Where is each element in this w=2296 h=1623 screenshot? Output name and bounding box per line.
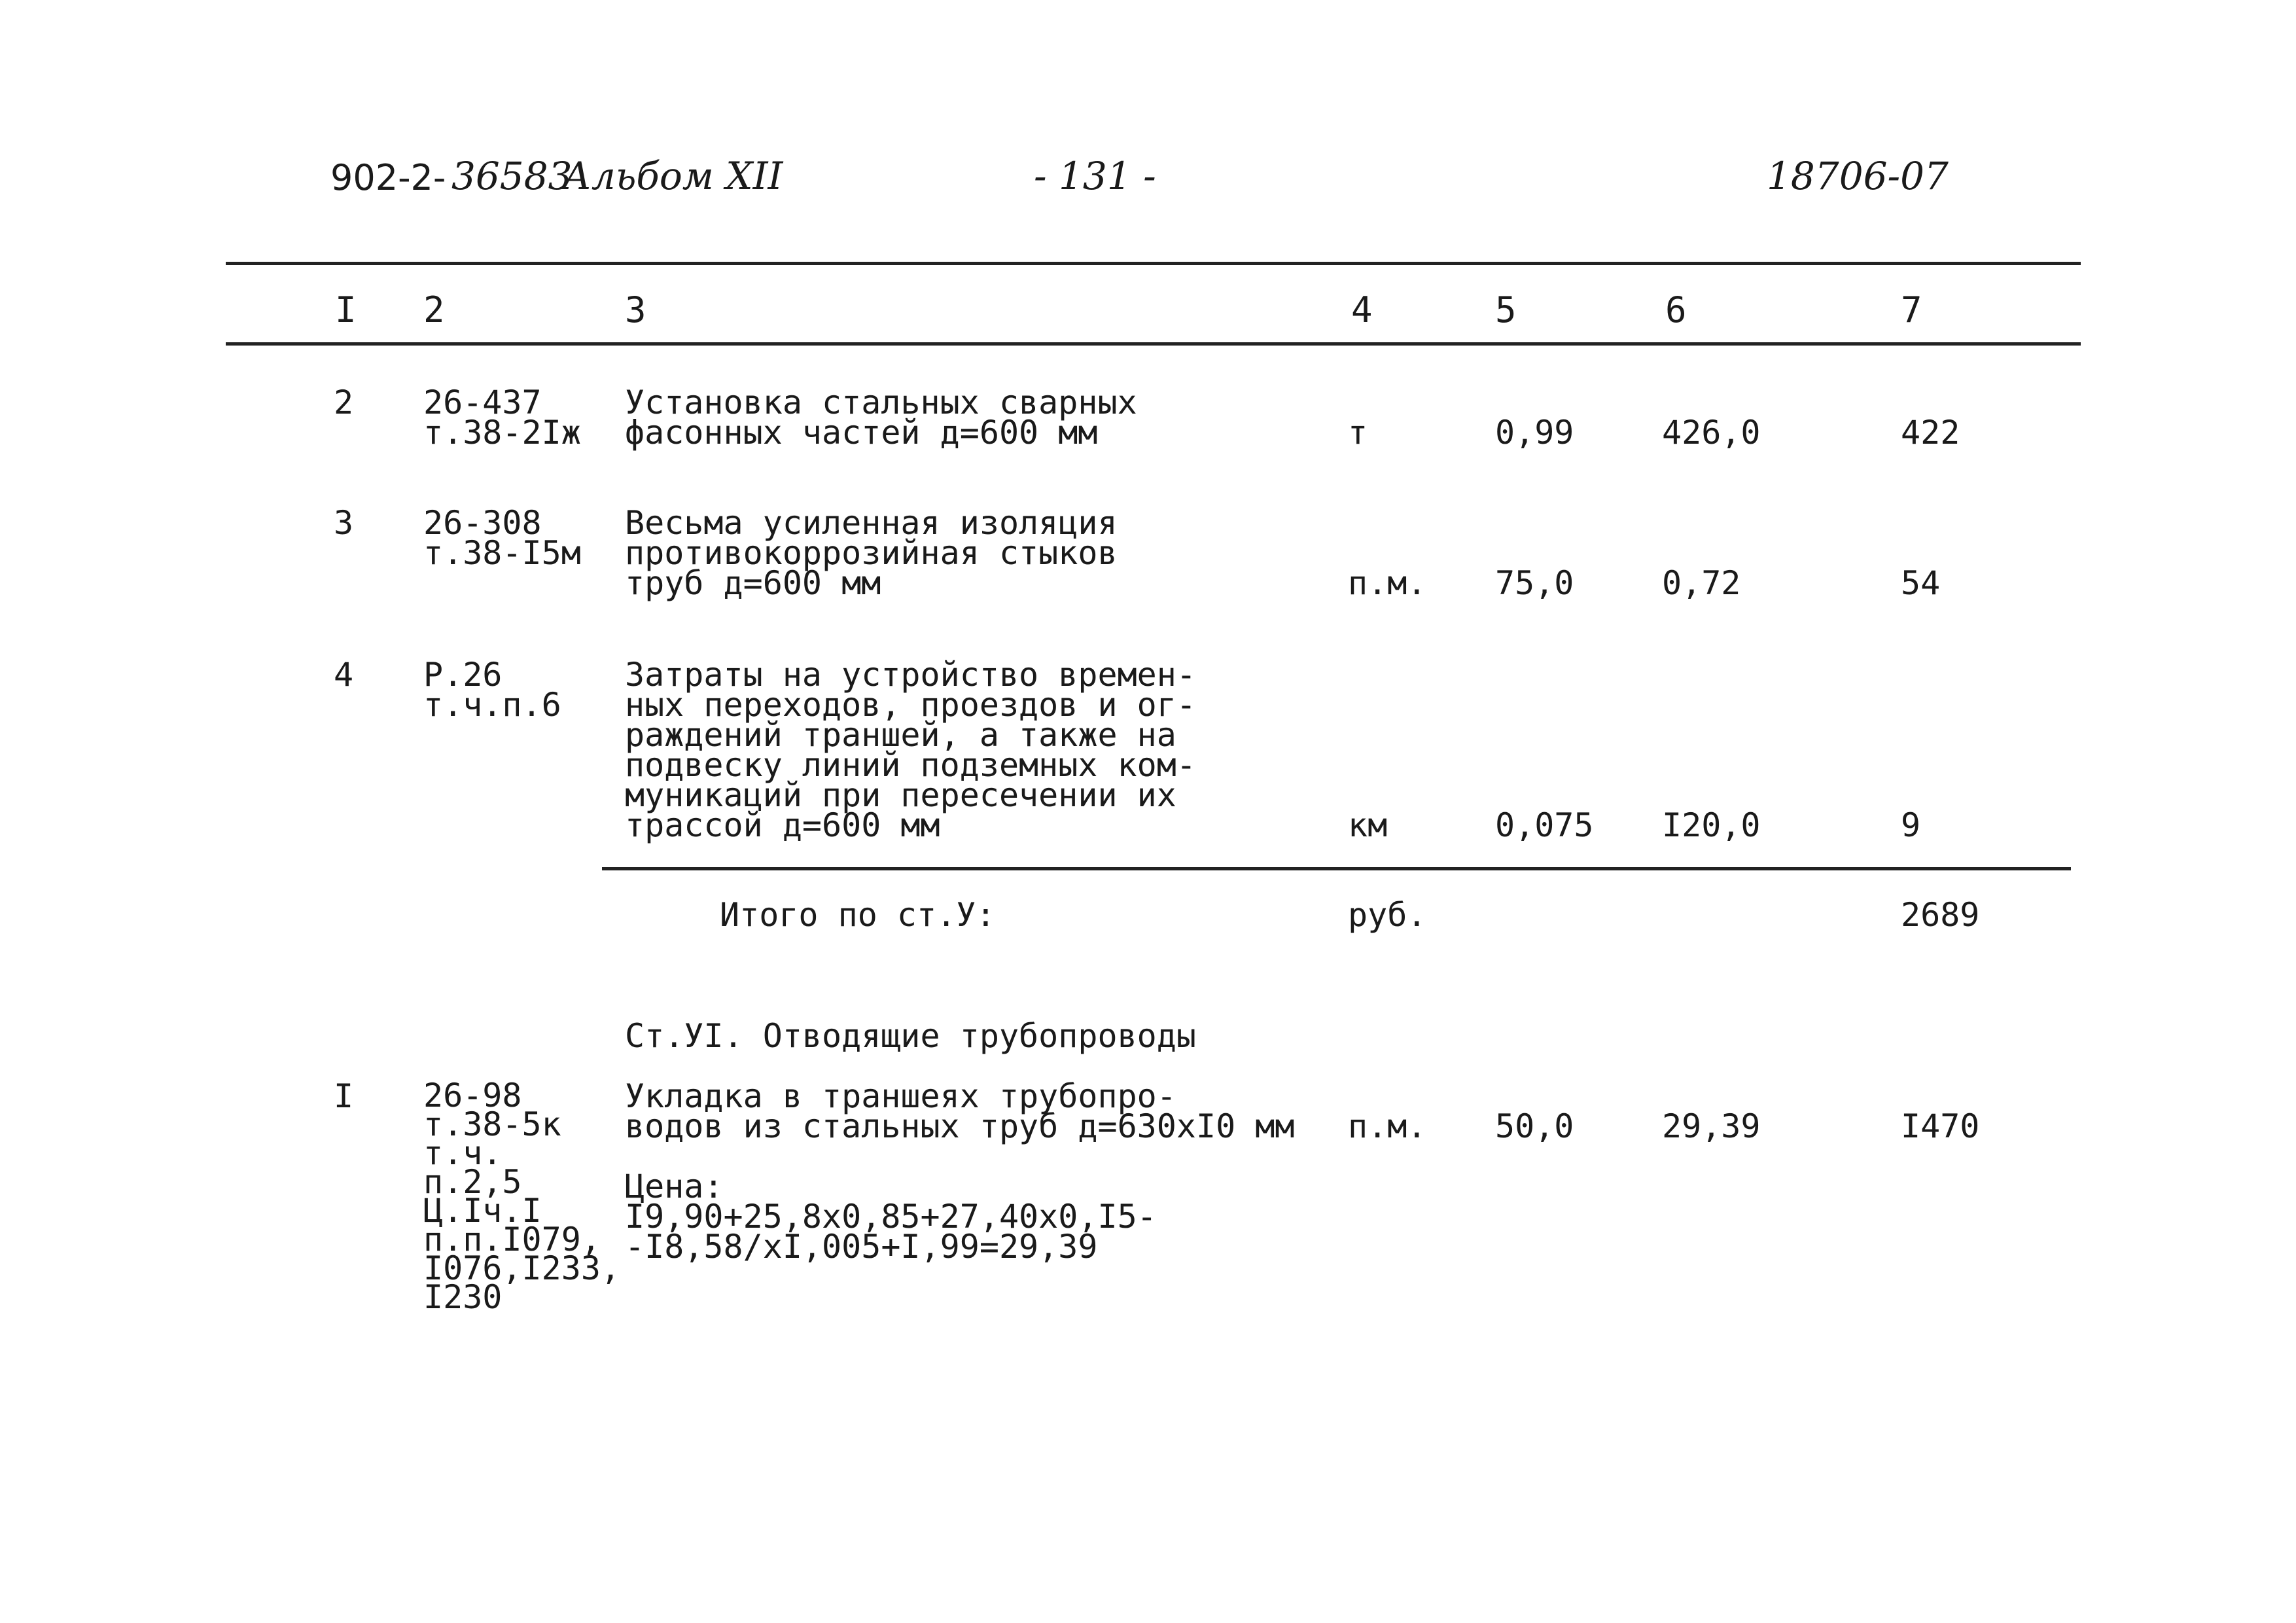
table-row-unit: км — [1348, 806, 1388, 844]
table-row-code: 26-437 т.38-2Iж — [423, 383, 581, 452]
table-row-qty: 50,0 — [1495, 1107, 1574, 1145]
table-row-code: 26-308 т.38-I5м — [423, 504, 581, 572]
table-row-code: 26-98 т.38-5к т.ч. п.2,5 Ц.Iч.I п.п.I079, I076,I233, I230 — [423, 1077, 621, 1316]
col-header-1: I — [335, 289, 357, 330]
album-label: Альбом XII — [563, 154, 783, 198]
table-row-qty: 0,99 — [1495, 414, 1574, 452]
subtotal-label: Итого по ст.У: — [720, 896, 996, 934]
table-row-num: I — [334, 1077, 354, 1115]
table-row-unit: п.м. — [1348, 1107, 1427, 1145]
table-top-rule — [226, 262, 2081, 265]
table-row-desc: Укладка в траншеях трубопро- водов из стальных труб д=630xI0 мм — [625, 1077, 1295, 1145]
subtotal-unit: руб. — [1348, 896, 1427, 934]
table-row-num: 3 — [334, 504, 354, 542]
price-formula: I9,90+25,8x0,85+27,40x0,I5- -I8,58/xI,005+I,99=29,39 — [625, 1198, 1157, 1266]
table-row-qty: 0,075 — [1495, 806, 1594, 844]
table-row-code: Р.26 т.ч.п.6 — [423, 656, 561, 724]
inventory-number: 18706-07 — [1767, 154, 1949, 198]
section-title: Ст.УI. Отводящие трубопроводы — [625, 1017, 1196, 1055]
col-header-4: 4 — [1351, 289, 1373, 330]
table-row-desc: Затраты на устройство времен- ных переходов, проездов и ог- раждений траншей, а также на подвеску линий подземных ком- муникаций при пересечении их трассой д=600 мм — [625, 656, 1196, 844]
page-number: - 131 - — [1034, 154, 1156, 198]
table-row-num: 2 — [334, 383, 354, 421]
doc-code-handwritten: 36583 — [451, 154, 573, 198]
table-row-desc: Весьма усиленная изоляция противокоррозийная стыков труб д=600 мм — [625, 504, 1118, 602]
col-header-3: 3 — [625, 289, 646, 330]
table-row-unit: п.м. — [1348, 564, 1427, 602]
table-row-price: 426,0 — [1662, 414, 1761, 452]
table-row-qty: 75,0 — [1495, 564, 1574, 602]
subtotal-rule — [602, 867, 2071, 870]
table-row-unit: т — [1348, 414, 1368, 452]
table-row-total: I470 — [1901, 1107, 1980, 1145]
table-row-price: 29,39 — [1662, 1107, 1761, 1145]
table-row-total: 9 — [1901, 806, 1921, 844]
table-row-desc: Установка стальных сварных фасонных частей д=600 мм — [625, 383, 1137, 452]
table-row-total: 54 — [1901, 564, 1941, 602]
doc-code: 902-2- — [330, 157, 446, 198]
col-header-5: 5 — [1495, 289, 1517, 330]
subtotal-total: 2689 — [1901, 896, 1980, 934]
col-header-6: 6 — [1665, 289, 1687, 330]
price-label: Цена: — [625, 1168, 724, 1205]
table-row-total: 422 — [1901, 414, 1960, 452]
table-row-price: 0,72 — [1662, 564, 1741, 602]
table-row-num: 4 — [334, 656, 354, 694]
col-header-2: 2 — [423, 289, 445, 330]
table-header-bottom-rule — [226, 342, 2081, 346]
col-header-7: 7 — [1901, 289, 1922, 330]
table-row-price: I20,0 — [1662, 806, 1761, 844]
